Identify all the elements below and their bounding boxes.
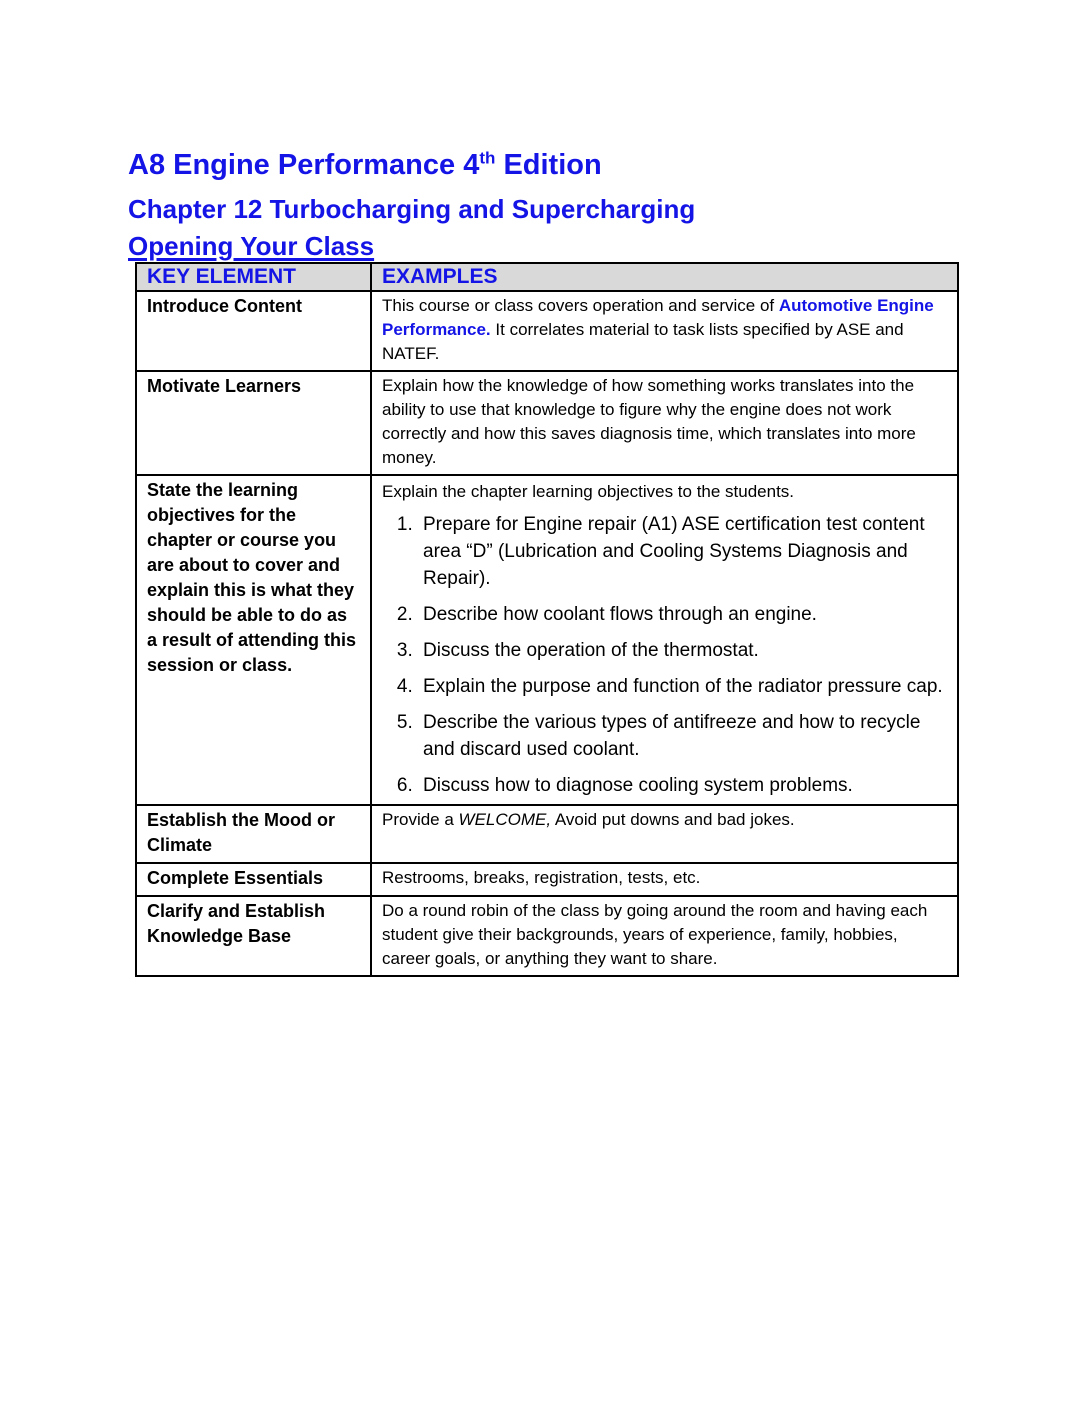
example-cell — [371, 475, 958, 805]
objectives-list — [382, 511, 947, 799]
objective-item: 2. Describe how coolant flows through an engine. — [418, 601, 947, 628]
chapter-subtitle: Chapter 12 Turbocharging and Supercharging — [128, 194, 696, 224]
document-title — [128, 150, 1088, 180]
objective-item: 4. Explain the purpose and function of the radiator pressure cap. — [418, 673, 947, 700]
key-cell: State the learning objectives for the chapter or course you are about to cover and explain this is what they should be able to do as a result of attending this session or class. — [136, 475, 371, 805]
example-text: Provide a — [382, 810, 459, 829]
objective-item: 6. Discuss how to diagnose cooling system problems. — [418, 772, 947, 799]
objective-item: 1. Prepare for Engine repair (A1) ASE certification test content area “D” (Lubrication and Cooling Systems Diagnosis and Repair). — [418, 511, 947, 592]
example-italic-text: WELCOME, — [458, 810, 552, 829]
objective-item: 5. Describe the various types of antifreeze and how to recycle and discard used coolant. — [418, 709, 947, 763]
table-row-motivate-learners — [136, 371, 958, 475]
table-header-row — [136, 263, 958, 291]
key-element-table — [135, 262, 959, 977]
title-text-pre: A8 Engine Performance 4 — [128, 149, 480, 181]
example-text: It correlates material to task lists specified by ASE and NATEF. — [382, 320, 904, 363]
table-row-clarify-knowledge-base — [136, 896, 958, 976]
key-cell: Establish the Mood or Climate — [136, 805, 371, 863]
example-cell: Restrooms, breaks, registration, tests, etc. — [371, 863, 958, 896]
title-superscript: th — [479, 148, 496, 168]
key-cell: Complete Essentials — [136, 863, 371, 896]
example-text: Avoid put downs and bad jokes. — [551, 810, 795, 829]
objective-item: 3. Discuss the operation of the thermostat. — [418, 637, 947, 664]
example-cell: Do a round robin of the class by going around the room and having each student give their backgrounds, years of experience, family, hobbies, career goals, or anything they want to share. — [371, 896, 958, 976]
example-text: This course or class covers operation and service of — [382, 296, 779, 315]
table-row-complete-essentials — [136, 863, 958, 896]
example-cell — [371, 805, 958, 863]
section-heading: Opening Your Class — [128, 231, 375, 261]
example-highlight-text: Automotive Engine Performance. — [382, 296, 934, 339]
key-cell: Motivate Learners — [136, 371, 371, 475]
example-cell — [371, 291, 958, 371]
column-header-examples: EXAMPLES — [371, 263, 958, 291]
title-text-post: Edition — [495, 149, 602, 181]
table-row-introduce-content — [136, 291, 958, 371]
key-cell: Introduce Content — [136, 291, 371, 371]
objectives-intro-text: Explain the chapter learning objectives to the students. — [382, 482, 795, 501]
example-cell: Explain how the knowledge of how something works translates into the ability to use that knowledge to figure why the engine does not work correctly and how this saves diagnosis time, which translates into more money. — [371, 371, 958, 475]
key-cell: Clarify and Establish Knowledge Base — [136, 896, 371, 976]
table-row-learning-objectives — [136, 475, 958, 805]
table-row-establish-mood — [136, 805, 958, 863]
column-header-key-element: KEY ELEMENT — [136, 263, 371, 291]
